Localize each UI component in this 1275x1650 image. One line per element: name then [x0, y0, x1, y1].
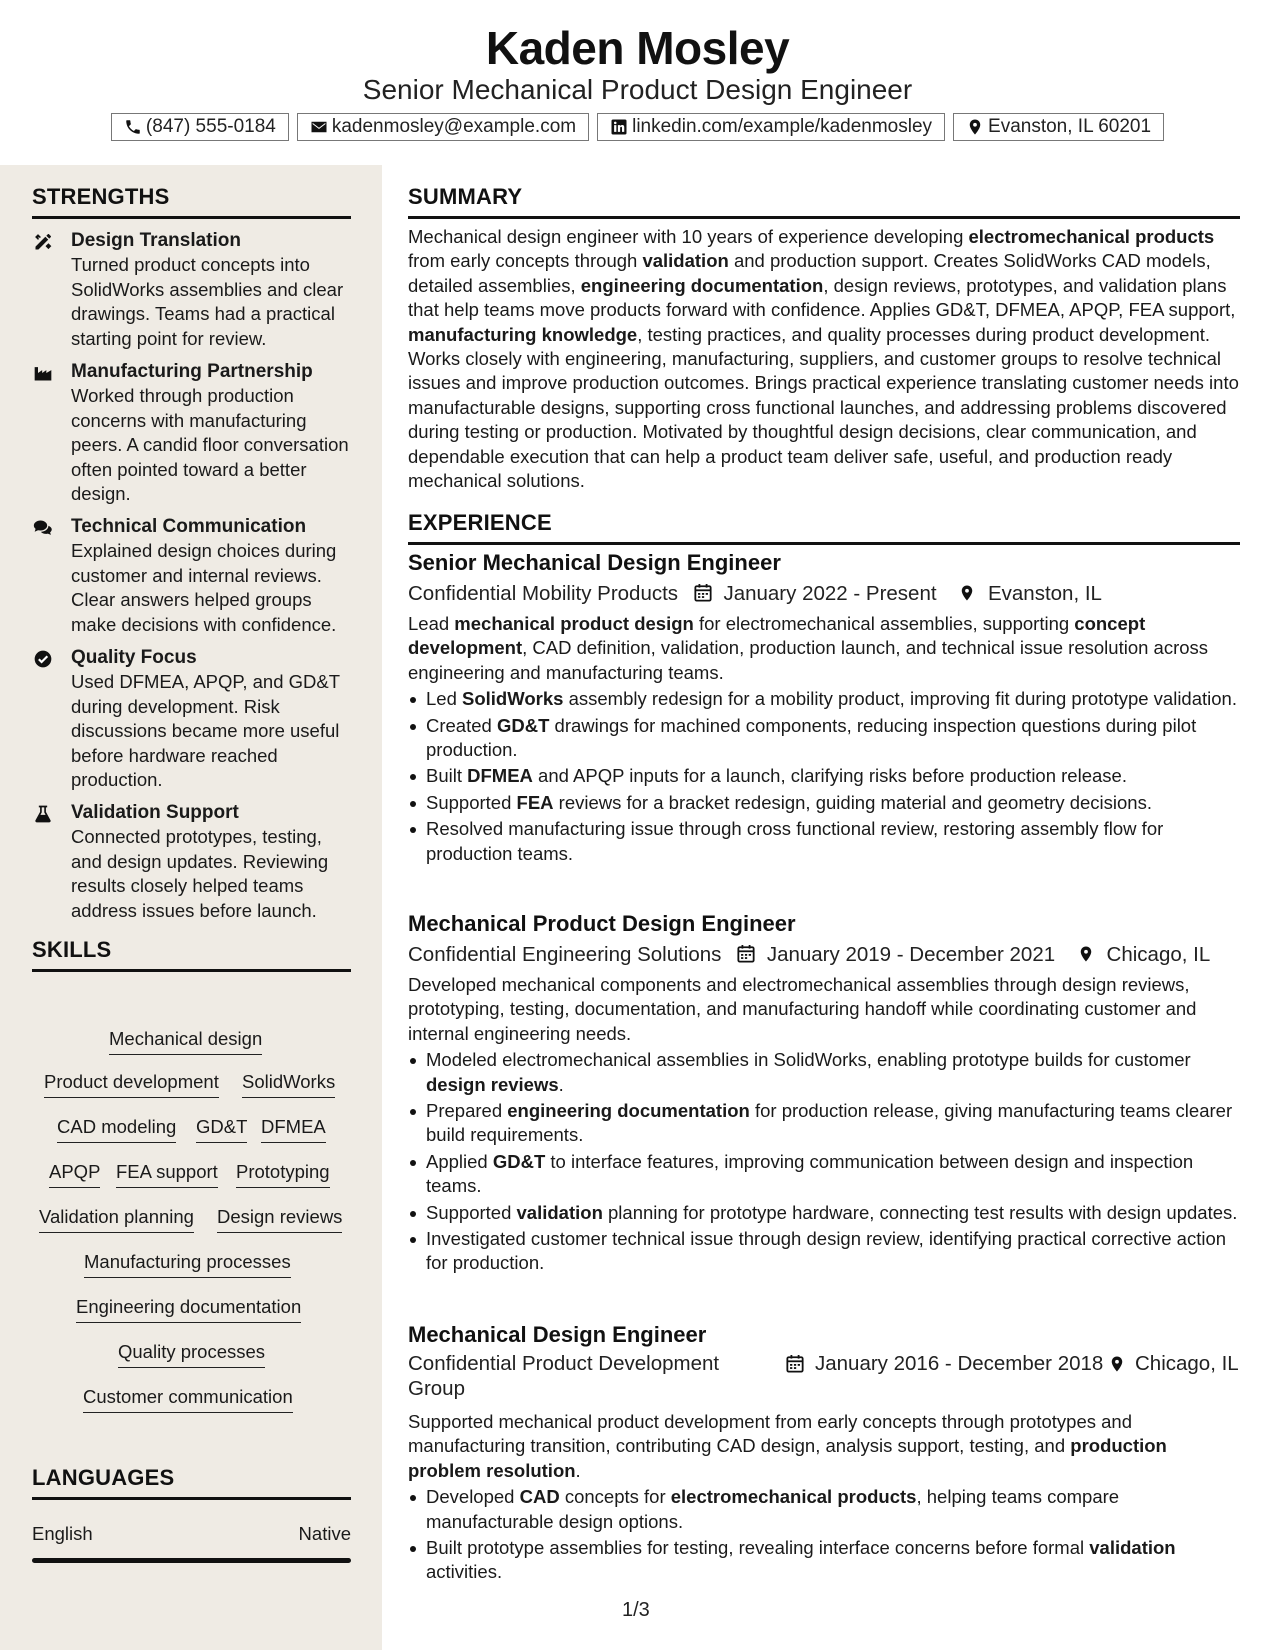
job-dates: January 2022 - Present	[723, 582, 937, 605]
text-run: drawings for machined components, reducing inspection questions during pilot production.	[426, 714, 1197, 761]
text-run: concepts for	[559, 1486, 671, 1508]
skill-tag: Customer communication	[83, 1385, 293, 1413]
text-run: Developed mechanical components and electromechanical assemblies through design reviews, prototyping, testing, documentation, and manufacturing handoff while coordinating customer and internal engineering needs.	[408, 974, 1197, 1044]
job-dates: January 2016 - December 2018	[815, 1352, 1104, 1375]
skill-tag: SolidWorks	[242, 1070, 335, 1098]
text-run: to interface features, improving communication between design and inspection teams.	[426, 1150, 1194, 1197]
bullet-item	[408, 1227, 1240, 1276]
resume-header	[0, 0, 1275, 165]
bullet-item	[408, 1099, 1240, 1148]
job-location: Evanston, IL	[987, 582, 1102, 605]
text-run: Investigated customer technical issue through design review, identifying practical corrective action for production.	[426, 1228, 1227, 1274]
contact-bar	[0, 113, 1275, 141]
text-run: Supported mechanical product development from early concepts through prototypes and manufacturing transition, contributing CAD design, analysis support, testing, and	[408, 1411, 1132, 1457]
job-meta	[408, 941, 1240, 969]
bullet-item	[408, 817, 1240, 866]
emphasis-text: design reviews	[426, 1073, 559, 1095]
text-run: , testing practices, and quality processes during product development. Works closely with engineering, manufacturing, suppliers, and customer groups to resolve technical issues and improve production outcomes. Brings practical experience translating customer needs into manufacturable designs, supporting cross functional launches, and addressing problems discovered during testing or production. Motivated by thoughtful design decisions, clear communication, and dependable execution that can help a product team deliver safe, useful, and production ready mechanical solutions.	[408, 323, 1239, 492]
bullet-item	[408, 764, 1240, 788]
skill-tag: DFMEA	[261, 1115, 326, 1143]
text-run: Led	[426, 688, 463, 710]
languages-heading: LANGUAGES	[32, 1465, 175, 1490]
job-company: Confidential Mobility Products	[408, 582, 679, 605]
strength-title: Validation Support	[71, 802, 239, 823]
candidate-headline: Senior Mechanical Product Design Engineer	[362, 74, 913, 105]
emphasis-text: electromechanical products	[968, 226, 1215, 247]
skill-tag: Engineering documentation	[76, 1295, 301, 1323]
text-run: Built	[426, 765, 468, 787]
strength-title: Manufacturing Partnership	[71, 361, 313, 382]
calendar-icon	[737, 944, 755, 964]
language-proficiency-bar	[32, 1558, 351, 1563]
text-run: .	[558, 1073, 564, 1095]
text-run: Supported	[426, 791, 517, 813]
job-meta	[408, 1352, 1240, 1404]
job-entry	[408, 909, 1240, 1278]
bullet-item	[408, 1485, 1240, 1534]
strength-body: Used DFMEA, APQP, and GD&T during development. Risk discussions became more useful before hardware reached production.	[71, 671, 340, 790]
phone-icon	[124, 118, 142, 136]
contact-phone-text: (847) 555-0184	[145, 116, 276, 137]
emphasis-text: SolidWorks	[462, 688, 564, 710]
language-level: Native	[298, 1523, 351, 1544]
skills-list	[32, 165, 351, 1650]
text-run: Developed	[426, 1486, 520, 1508]
text-run: Supported	[426, 1201, 517, 1223]
calendar-icon	[786, 1354, 804, 1374]
text-run: Applied	[426, 1150, 493, 1172]
contact-email-text: kadenmosley@example.com	[331, 116, 577, 137]
strength-title: Design Translation	[71, 230, 241, 251]
strength-body: Explained design choices during customer and internal reviews. Clear answers helped groups make decisions with confidence.	[71, 540, 337, 635]
job-company: Confidential Product Development Group	[408, 1352, 720, 1400]
map-pin-icon	[966, 118, 984, 136]
text-run: Lead	[408, 613, 455, 634]
strength-title: Quality Focus	[71, 647, 197, 668]
language-name: English	[32, 1523, 93, 1544]
skill-tag: CAD modeling	[57, 1115, 176, 1143]
emphasis-text: FEA	[516, 791, 554, 813]
job-company: Confidential Engineering Solutions	[408, 943, 722, 966]
emphasis-text: engineering documentation	[580, 274, 824, 296]
summary-heading: SUMMARY	[408, 184, 523, 209]
emphasis-text: validation	[642, 250, 729, 272]
skills-heading: SKILLS	[32, 937, 112, 962]
job-description	[408, 1410, 1240, 1483]
section-divider	[32, 1497, 351, 1500]
skill-tag: Quality processes	[118, 1340, 265, 1368]
languages-section	[32, 1463, 351, 1500]
section-divider	[408, 542, 1240, 545]
emphasis-text: GD&T	[492, 1150, 546, 1172]
text-run: and APQP inputs for a launch, clarifying risks before production release.	[532, 765, 1127, 787]
job-title: Mechanical Product Design Engineer	[408, 911, 796, 936]
strength-body: Turned product concepts into SolidWorks assemblies and clear drawings. Teams had a practical starting point for review.	[71, 254, 344, 349]
text-run: activities.	[426, 1561, 503, 1583]
map-pin-icon	[1108, 1354, 1126, 1374]
emphasis-text: engineering documentation	[507, 1100, 750, 1122]
experience-heading: EXPERIENCE	[408, 510, 552, 535]
emphasis-text: mechanical product design	[454, 613, 694, 634]
summary-section	[408, 182, 1240, 493]
section-divider	[408, 216, 1240, 219]
bullet-item	[408, 1150, 1240, 1199]
bullet-item	[408, 687, 1240, 711]
strengths-heading: STRENGTHS	[32, 184, 170, 209]
envelope-icon	[310, 118, 328, 136]
language-item	[32, 1522, 351, 1572]
emphasis-text: DFMEA	[467, 765, 533, 787]
job-location: Chicago, IL	[1106, 943, 1211, 966]
job-bullets	[408, 1485, 1240, 1585]
text-run: .	[575, 1459, 581, 1481]
bullet-item	[408, 1048, 1240, 1097]
skill-tag: APQP	[49, 1160, 100, 1188]
skill-tag: Product development	[44, 1070, 219, 1098]
job-entry	[408, 1320, 1240, 1587]
skill-tag: Design reviews	[217, 1205, 342, 1233]
skill-tag: Prototyping	[236, 1160, 330, 1188]
contact-location-text: Evanston, IL 60201	[988, 116, 1152, 137]
job-title: Senior Mechanical Design Engineer	[408, 550, 781, 575]
sidebar	[0, 165, 382, 1650]
job-location: Chicago, IL	[1135, 1352, 1239, 1375]
contact-location	[953, 113, 1164, 141]
text-run: Modeled electromechanical assemblies in SolidWorks, enabling prototype builds for customer	[426, 1049, 1191, 1071]
skill-tag: GD&T	[196, 1115, 247, 1143]
job-bullets	[408, 1048, 1240, 1276]
text-run: and production support. Creates SolidWorks CAD models, detailed assemblies,	[408, 250, 1211, 296]
map-pin-icon	[1077, 944, 1095, 964]
emphasis-text: CAD	[519, 1486, 560, 1508]
strength-body: Worked through production concerns with manufacturing peers. A candid floor conversation often pointed toward a better design.	[71, 385, 349, 504]
contact-linkedin-text: linkedin.com/example/kadenmosley	[632, 116, 933, 137]
contact-email[interactable]	[297, 113, 589, 141]
map-pin-icon	[958, 583, 976, 603]
emphasis-text: GD&T	[496, 714, 550, 736]
emphasis-text: validation	[516, 1201, 603, 1223]
strength-title: Technical Communication	[71, 516, 307, 537]
bullet-item	[408, 714, 1240, 763]
emphasis-text: concept development	[408, 613, 1146, 659]
emphasis-text: electromechanical products	[670, 1486, 917, 1508]
emphasis-text: production problem resolution	[408, 1435, 1167, 1481]
calendar-icon	[694, 583, 712, 603]
emphasis-text: validation	[1089, 1537, 1176, 1559]
summary-text	[408, 225, 1240, 493]
candidate-name: Kaden Mosley	[485, 22, 790, 74]
text-run: assembly redesign for a mobility product, improving fit during prototype validation.	[563, 688, 1237, 710]
job-description	[408, 612, 1240, 685]
text-run: , CAD definition, validation, production launch, and technical issue resolution across engineering and manufacturing teams.	[408, 637, 1209, 683]
strength-body: Connected prototypes, testing, and design updates. Reviewing results closely helped teams address issues before launch.	[71, 826, 329, 921]
experience-section	[408, 508, 1240, 545]
job-entry	[408, 548, 1240, 868]
text-run: Resolved manufacturing issue through cross functional review, restoring assembly flow for production teams.	[426, 818, 1164, 864]
text-run: reviews for a bracket redesign, guiding material and geometry decisions.	[553, 791, 1152, 813]
skill-tag: FEA support	[116, 1160, 218, 1188]
bullet-item	[408, 1201, 1240, 1225]
bullet-item	[408, 791, 1240, 815]
contact-linkedin[interactable]	[597, 113, 945, 141]
job-title: Mechanical Design Engineer	[408, 1322, 707, 1347]
contact-phone[interactable]	[111, 113, 289, 141]
text-run: planning for prototype hardware, connecting test results with design updates.	[602, 1201, 1238, 1223]
text-run: Created	[426, 714, 497, 736]
linkedin-icon	[610, 118, 628, 136]
job-meta	[408, 580, 1240, 608]
skill-tag: Manufacturing processes	[84, 1250, 291, 1278]
skill-tag: Mechanical design	[109, 1027, 262, 1055]
page-number: 1/3	[622, 1599, 650, 1621]
job-dates: January 2019 - December 2021	[766, 943, 1056, 966]
text-run: for electromechanical assemblies, supporting	[693, 613, 1075, 634]
job-bullets	[408, 687, 1240, 866]
text-run: from early concepts through	[408, 250, 643, 272]
text-run: , helping teams compare manufacturable design options.	[426, 1486, 1120, 1532]
bullet-item	[408, 1536, 1240, 1585]
skill-tag: Validation planning	[39, 1205, 194, 1233]
emphasis-text: manufacturing knowledge	[408, 323, 638, 345]
text-run: , design reviews, prototypes, and validation plans that help teams move products forward with confidence. Applies GD&T, DFMEA, APQP, FEA support,	[408, 274, 1236, 321]
job-description	[408, 973, 1240, 1046]
text-run: Mechanical design engineer with 10 years of experience developing	[408, 226, 969, 247]
text-run: Prepared	[426, 1100, 508, 1122]
text-run: Built prototype assemblies for testing, revealing interface concerns before formal	[426, 1537, 1090, 1559]
text-run: for production release, giving manufacturing teams clearer build requirements.	[426, 1100, 1233, 1146]
